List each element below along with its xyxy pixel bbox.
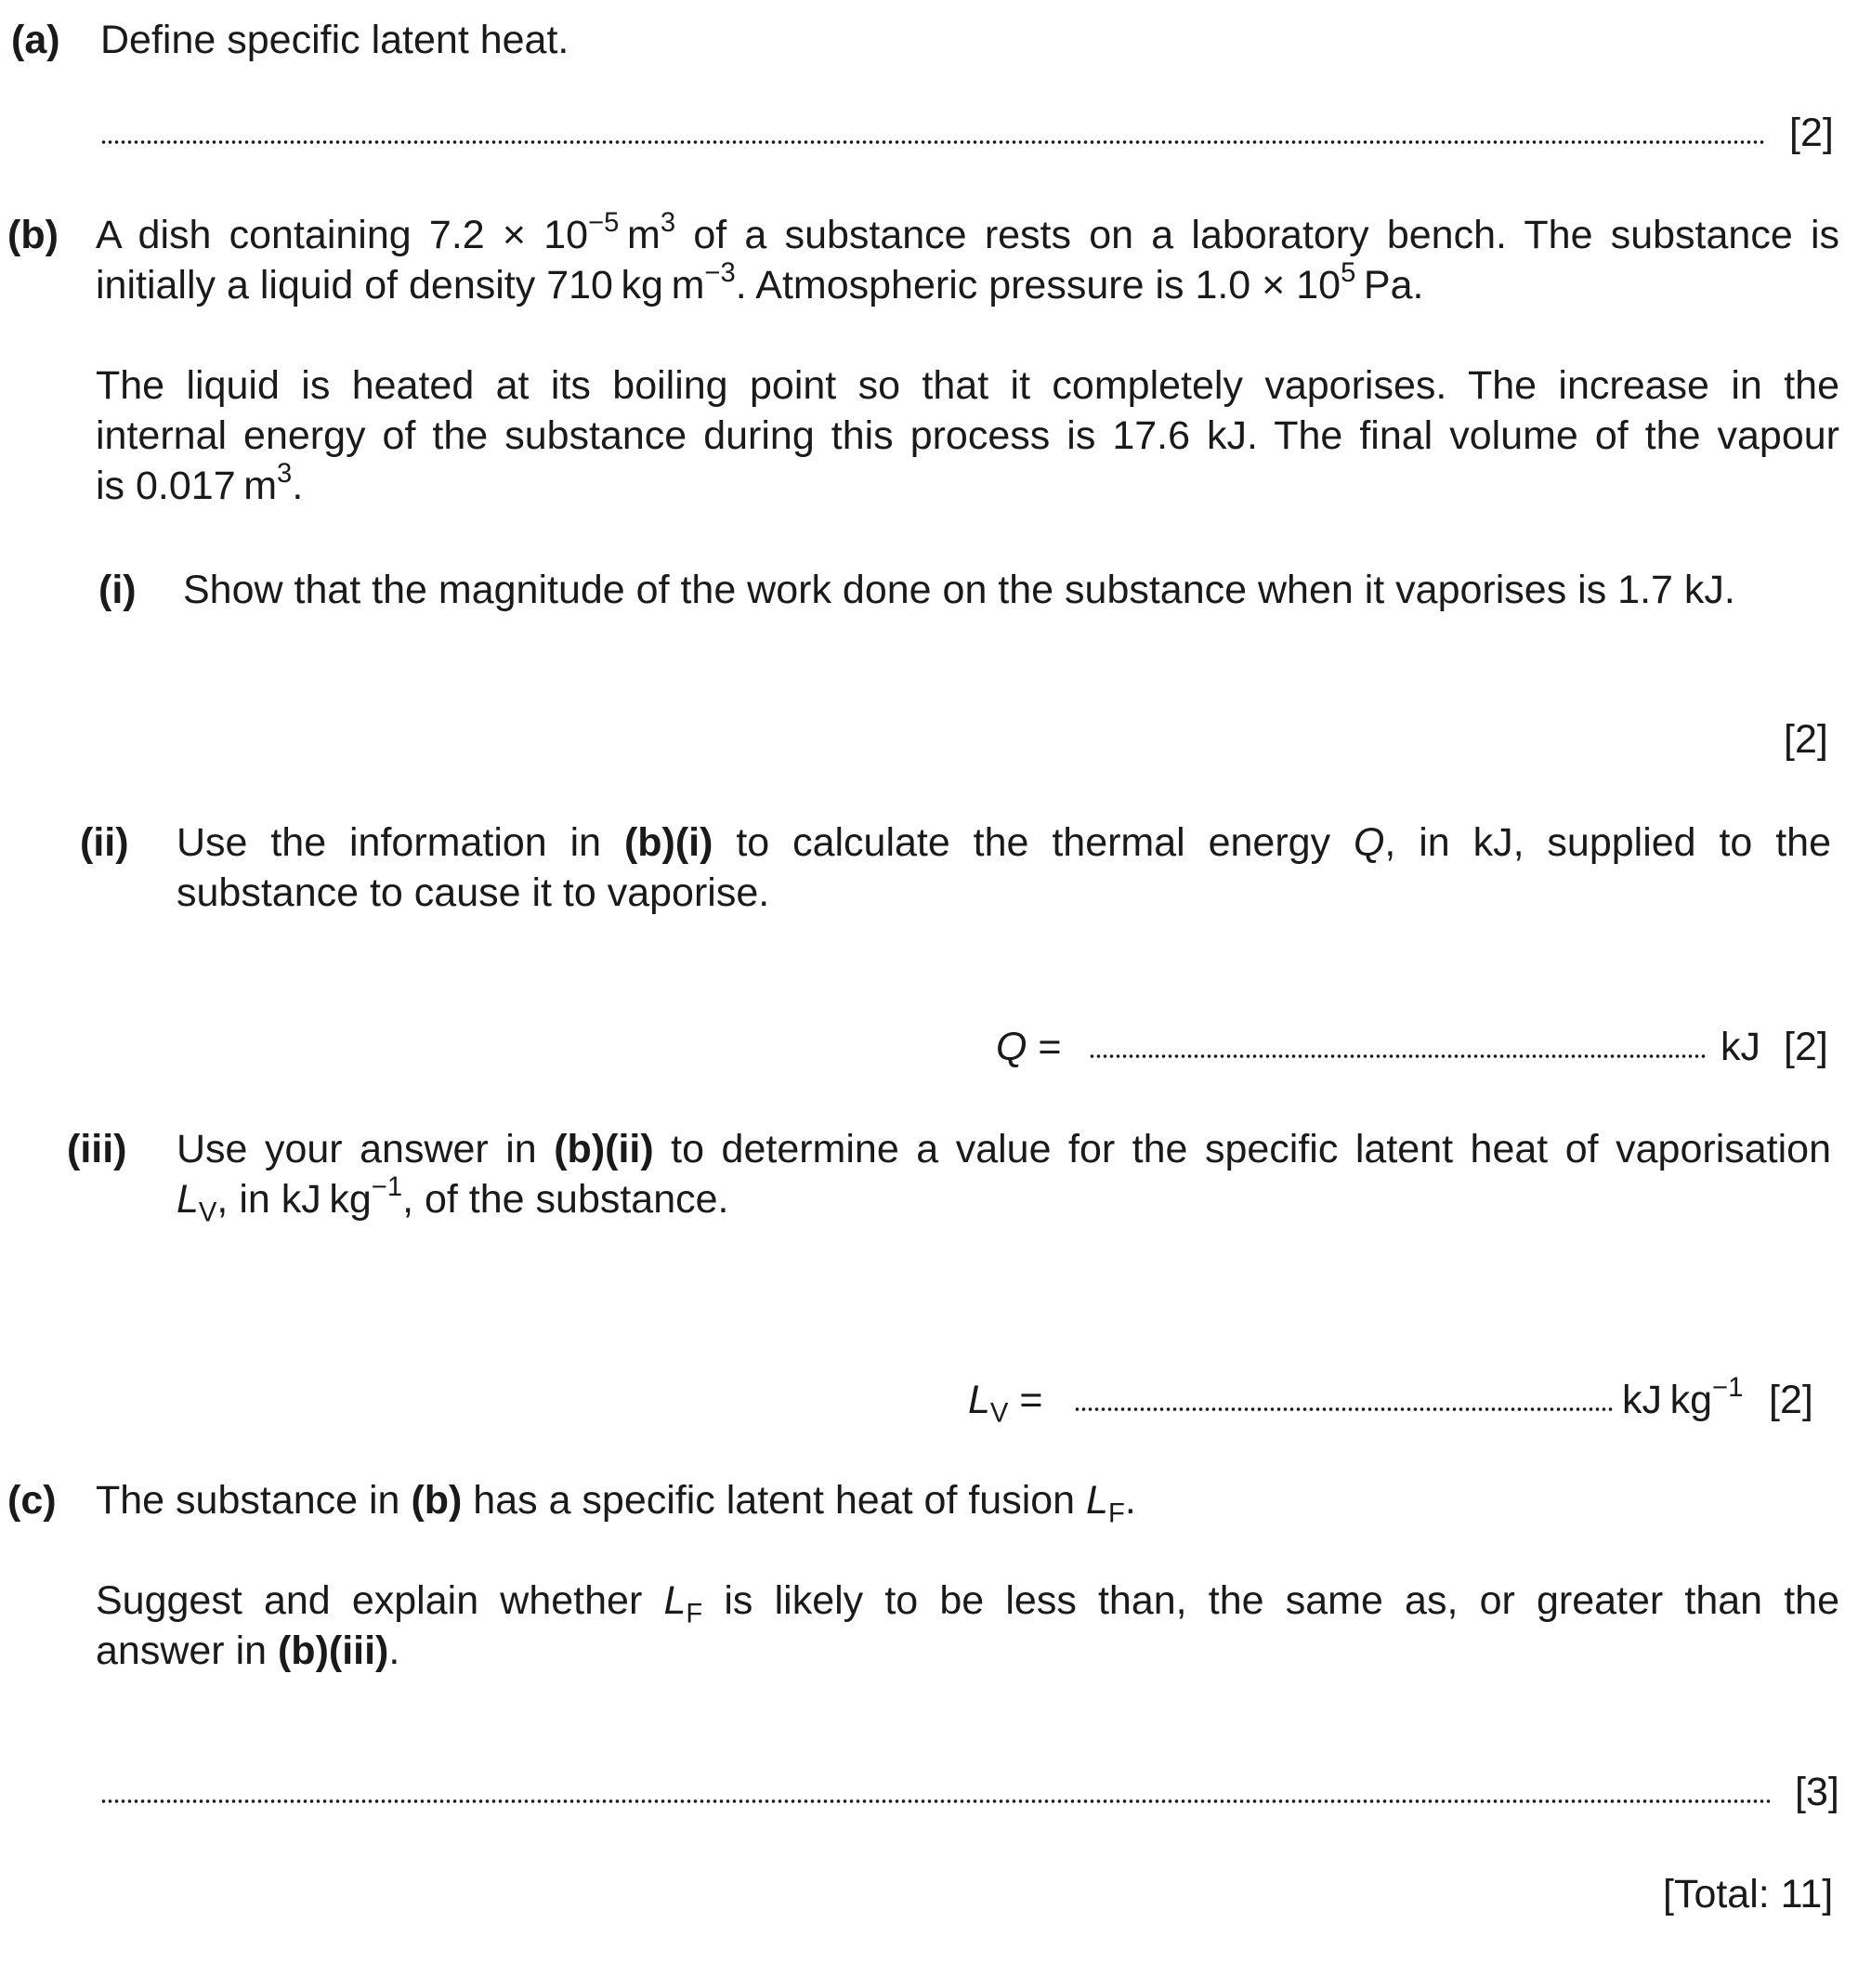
part-b-iii-answer-unit: kJ $kg^{-1}$ — [1622, 1372, 1744, 1422]
part-b-iii-label: (iii) — [67, 1127, 127, 1171]
part-b-ii-line2: substance to cause it to vaporise. — [177, 870, 770, 915]
part-c-line2: Suggest and explain whether $L_F$ is likely to be less than, the same as, or greater than the — [96, 1578, 1839, 1629]
part-b-ii-answer-prefix: Q = — [996, 1025, 1062, 1069]
part-a-answer-line[interactable] — [100, 139, 1765, 145]
part-b-ii-answer-line[interactable] — [1089, 1053, 1708, 1059]
part-b-iii-answer-line[interactable] — [1074, 1406, 1615, 1412]
part-b-para2-line2: internal energy of the substance during this process is 17.6 kJ. The final volume of the vapour — [96, 413, 1839, 458]
part-b-iii-answer-prefix: $L_V$ = — [968, 1378, 1043, 1429]
part-b-ii-marks: [2] — [1784, 1025, 1828, 1069]
part-a-label: (a) — [11, 18, 60, 62]
part-c-label: (c) — [7, 1478, 57, 1523]
part-c-line1: The substance in (b) has a specific latent heat of fusion $L_F$. — [96, 1478, 1136, 1529]
part-c-marks: [3] — [1795, 1770, 1839, 1814]
part-b-iii-line2: $L_V$, in kJ $kg^{-1}$, of the substance. — [177, 1171, 729, 1228]
part-a-marks: [2] — [1789, 111, 1834, 155]
part-b-ii-label: (ii) — [80, 820, 129, 865]
part-b-iii-marks: [2] — [1769, 1378, 1813, 1422]
part-b-i-label: (i) — [98, 568, 137, 612]
part-b-para2-line3: is 0.017 $m^3$. — [96, 458, 304, 508]
total-marks: [Total: 11] — [1663, 1872, 1834, 1916]
part-b-i-marks: [2] — [1784, 717, 1828, 762]
part-b-ii-line1: Use the information in (b)(i) to calculate the thermal energy Q, in kJ, supplied to the — [177, 820, 1831, 865]
part-b-ii-answer-unit: kJ — [1721, 1025, 1760, 1069]
part-a-question: Define specific latent heat. — [100, 18, 569, 62]
part-c-answer-line[interactable] — [100, 1798, 1773, 1804]
part-b-intro-line2: initially a liquid of density 710 kg $m^{-3}$. Atmospheric pressure is $1.0 \times 10^5$ Pa. — [96, 257, 1424, 307]
part-b-i-question: Show that the magnitude of the work done on the substance when it vaporises is 1.7 kJ. — [183, 568, 1735, 612]
part-b-label: (b) — [7, 213, 59, 257]
part-b-intro-line1: A dish containing $7.2 \times 10^{-5}$ $m^3$ of a substance rests on a laboratory bench. The substance is — [96, 207, 1840, 257]
part-b-iii-line1: Use your answer in (b)(ii) to determine a value for the specific latent heat of vaporisation — [177, 1127, 1831, 1171]
part-c-line3: answer in (b)(iii). — [96, 1628, 400, 1673]
part-b-para2-line1: The liquid is heated at its boiling point so that it completely vaporises. The increase in the — [96, 363, 1839, 408]
